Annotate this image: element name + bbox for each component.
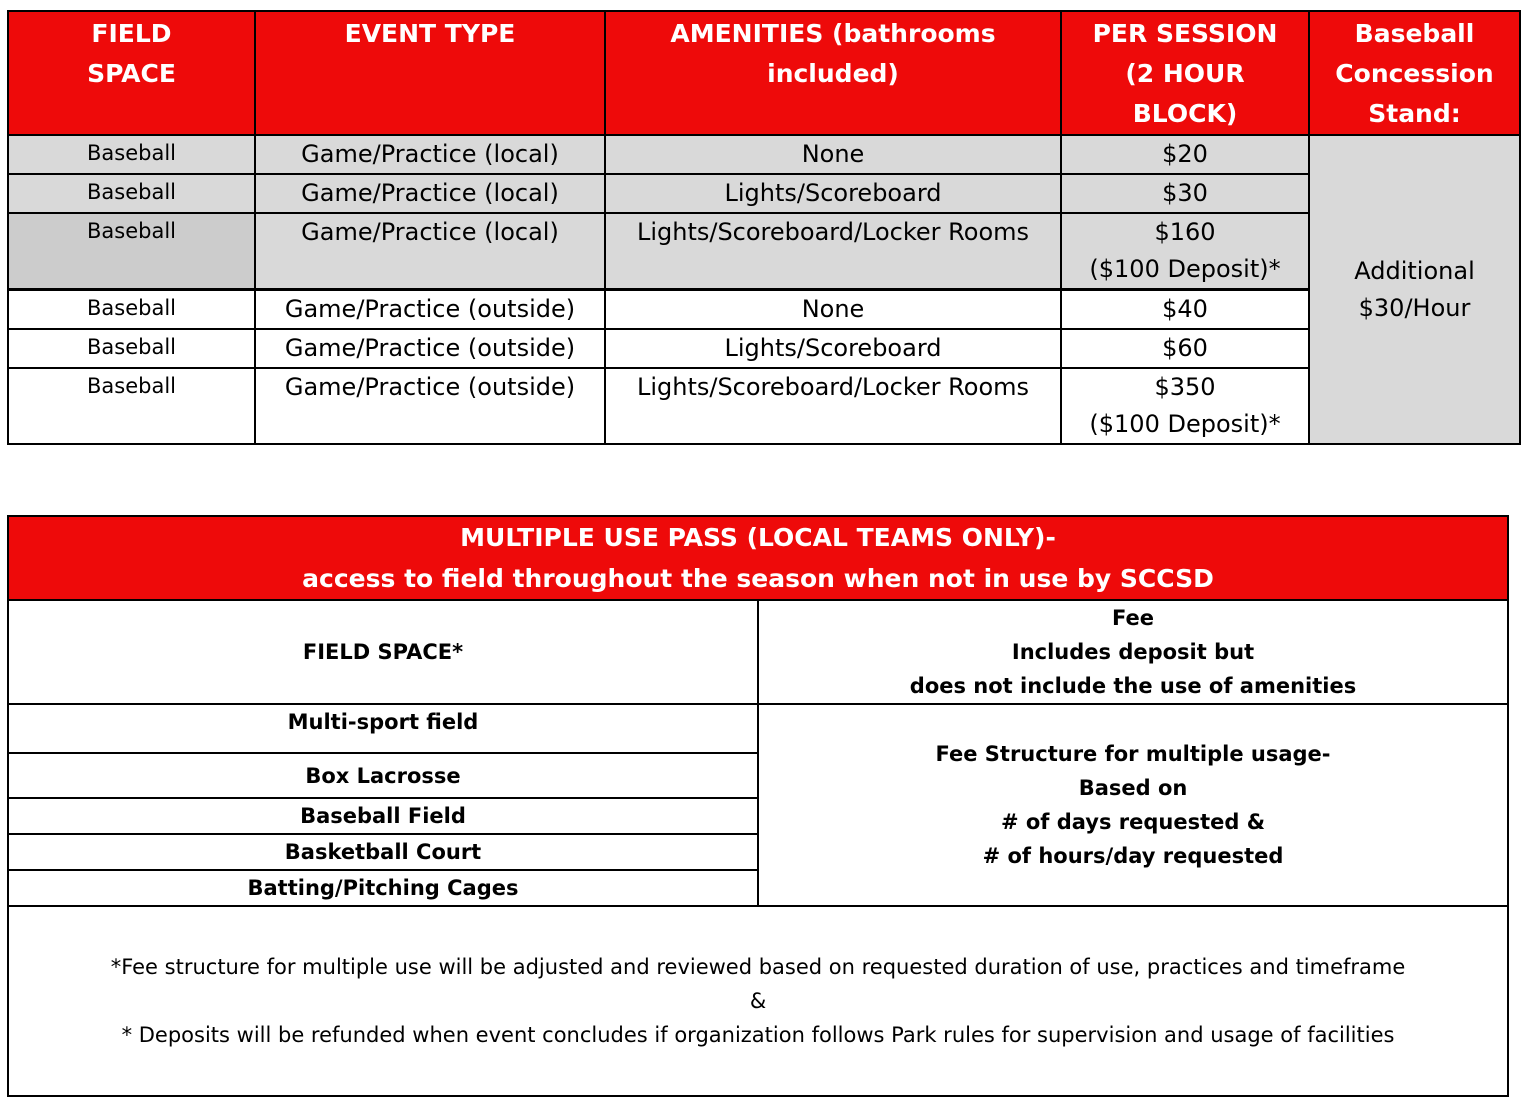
- pass-footnote-row: [8, 906, 1508, 1096]
- header-amenities: AMENITIES (bathrooms included): [605, 11, 1061, 135]
- field-cell: Baseball: [8, 368, 255, 444]
- concession-fee-cell: Additional $30/Hour: [1309, 135, 1520, 444]
- field-cell: Baseball: [8, 174, 255, 213]
- event-cell: Game/Practice (outside): [255, 329, 605, 368]
- price-value: $30: [1162, 179, 1208, 207]
- fee-structure-line1: Fee Structure for multiple usage-: [935, 742, 1331, 766]
- price-cell: [1061, 174, 1309, 213]
- price-cell: [1061, 213, 1309, 290]
- rental-fee-table: [7, 10, 1521, 445]
- pass-header-row: [8, 600, 1508, 704]
- price-value: $60: [1162, 334, 1208, 362]
- pass-field-cell: Baseball Field: [8, 798, 758, 834]
- field-space-header: FIELD SPACE*: [8, 600, 758, 704]
- table-row: [8, 135, 1520, 174]
- pass-field-cell: Multi-sport field: [8, 704, 758, 753]
- deposit-note: ($100 Deposit)*: [1089, 410, 1281, 438]
- fee-header-line1: Fee: [1112, 606, 1154, 630]
- pass-title: [8, 516, 1508, 600]
- amenities-cell: None: [605, 135, 1061, 174]
- rental-header-row: [8, 11, 1520, 135]
- header-concession: Baseball Concession Stand:: [1309, 11, 1520, 135]
- pass-field-row: [8, 704, 1508, 753]
- fee-header-line2: Includes deposit but: [1011, 640, 1255, 664]
- event-cell: Game/Practice (outside): [255, 290, 605, 330]
- multiple-use-pass-table: [7, 515, 1509, 1097]
- field-cell: Baseball: [8, 290, 255, 330]
- price-cell: [1061, 290, 1309, 330]
- pass-title-line2: access to field throughout the season when not in use by SCCSD: [302, 564, 1214, 593]
- amenities-cell: Lights/Scoreboard: [605, 329, 1061, 368]
- price-value: $160: [1154, 218, 1216, 246]
- table-row: [8, 290, 1520, 330]
- pass-title-line1: MULTIPLE USE PASS (LOCAL TEAMS ONLY)-: [460, 523, 1056, 552]
- price-cell: [1061, 329, 1309, 368]
- field-cell: Baseball: [8, 329, 255, 368]
- table-row: [8, 368, 1520, 444]
- price-value: $40: [1162, 295, 1208, 323]
- event-cell: Game/Practice (outside): [255, 368, 605, 444]
- deposit-note: ($100 Deposit)*: [1089, 255, 1281, 283]
- pass-field-cell: Basketball Court: [8, 834, 758, 870]
- pass-field-cell: Batting/Pitching Cages: [8, 870, 758, 906]
- header-per-session: PER SESSION (2 HOUR BLOCK): [1061, 11, 1309, 135]
- price-cell: [1061, 135, 1309, 174]
- footnote-line1: *Fee structure for multiple use will be adjusted and reviewed based on requested duration of use, practices and timeframe: [110, 955, 1406, 979]
- footnotes-cell: [8, 906, 1508, 1096]
- table-row: [8, 213, 1520, 290]
- fee-header-line3: does not include the use of amenities: [909, 674, 1357, 698]
- amenities-cell: Lights/Scoreboard: [605, 174, 1061, 213]
- amenities-cell: Lights/Scoreboard/Locker Rooms: [605, 213, 1061, 290]
- table-row: [8, 174, 1520, 213]
- event-cell: Game/Practice (local): [255, 213, 605, 290]
- price-cell: [1061, 368, 1309, 444]
- price-value: $20: [1162, 140, 1208, 168]
- fee-structure-line3: # of days requested &: [1000, 810, 1266, 834]
- fee-structure-line4: # of hours/day requested: [982, 844, 1284, 868]
- event-cell: Game/Practice (local): [255, 135, 605, 174]
- amenities-cell: None: [605, 290, 1061, 330]
- footnote-line3: * Deposits will be refunded when event concludes if organization follows Park rules for supervision and usage of facilities: [121, 1023, 1395, 1047]
- price-value: $350: [1154, 373, 1216, 401]
- pass-title-row: [8, 516, 1508, 600]
- header-field-space: FIELD SPACE: [8, 11, 255, 135]
- field-cell: Baseball: [8, 135, 255, 174]
- event-cell: Game/Practice (local): [255, 174, 605, 213]
- footnote-line2: &: [749, 989, 767, 1013]
- table-row: [8, 329, 1520, 368]
- header-event-type: EVENT TYPE: [255, 11, 605, 135]
- fee-structure-line2: Based on: [1078, 776, 1188, 800]
- fee-structure-cell: [758, 704, 1508, 906]
- amenities-cell: Lights/Scoreboard/Locker Rooms: [605, 368, 1061, 444]
- fee-header: [758, 600, 1508, 704]
- pass-field-cell: Box Lacrosse: [8, 753, 758, 798]
- field-cell: Baseball: [8, 213, 255, 290]
